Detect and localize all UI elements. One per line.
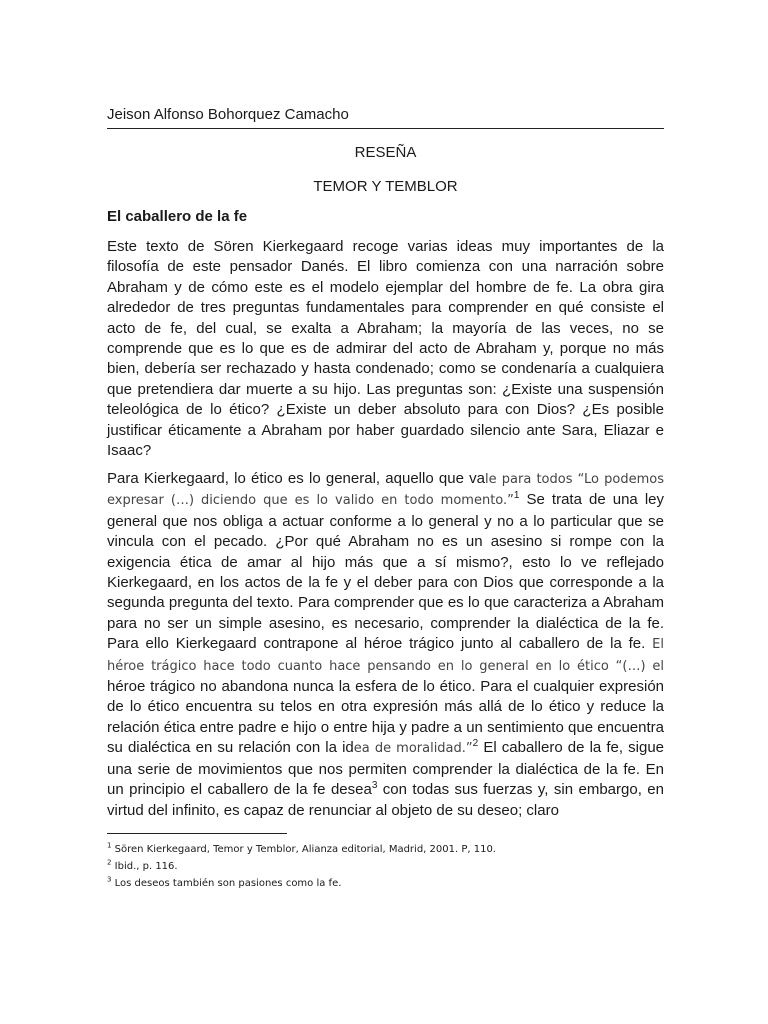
footnote-number: 2: [107, 858, 112, 867]
footnote-ref-1[interactable]: 1: [513, 490, 520, 502]
footnote-ref-2[interactable]: 2: [472, 738, 479, 750]
doc-subtitle: TEMOR Y TEMBLOR: [313, 178, 458, 195]
footnote-separator: [107, 833, 287, 834]
footnote-3: [107, 875, 664, 892]
p2-text-e: héroe trágico no abandona nunca la esfera de lo ético. Para el cualquier expresión de lo ético encuentra su telos en otra expresión más allá de lo ético y reduce la relación ética entre padre e hijo o entre hija y padre a un sentimiento que encuentra su dialéctica en su relación con la id: [107, 678, 664, 757]
p2-quote-1: le para todos “Lo podemos expresar (…) diciendo que es lo valido en todo momento.”: [107, 472, 664, 509]
paragraph-1: Este texto de Sören Kierkegaard recoge varias ideas muy importantes de la filosofía de este pensador Danés. El libro comienza con una narración sobre Abraham y de cómo este es el modelo ejemplar del hombre de fe. La obra gira alrededor de tres preguntas fundamentales para comprender en qué consiste el acto de fe, del cual, se exalta a Abraham; la mayoría de las veces, no se comprende que es lo que es de admirar del acto de Abraham y, porque no más bien, debería ser rechazado y hasta condenado; como se condenaría a cualquiera que pretendiera dar muerte a su hijo. Las preguntas son: ¿Existe una suspensión teleológica de lo ético? ¿Existe un deber absoluto para con Dios? ¿Es posible justificar éticamente a Abraham por haber guardado silencio ante Sara, Eliazar e Isaac?: [107, 238, 664, 460]
footnote-text: Los deseos también son pasiones como la fe.: [114, 878, 342, 889]
paragraph-2: [107, 469, 664, 821]
footnote-number: 3: [107, 875, 112, 884]
p2-quote-2: El héroe trágico hace todo cuanto hace pensando en lo general en lo ético “(…) el: [107, 637, 664, 674]
footnote-ref-3[interactable]: 3: [371, 780, 378, 792]
p2-text-a: Para Kierkegaard, lo ético es lo general, aquello que va: [107, 470, 485, 487]
p2-text-h: con todas sus fuerzas y, sin embargo, en virtud del infinito, es capaz de renunciar al objeto de su deseo; claro: [107, 781, 664, 819]
footnotes: [107, 841, 664, 892]
author-name: Jeison Alfonso Bohorquez Camacho: [107, 106, 349, 123]
header-rule: [107, 128, 664, 129]
footnote-2: [107, 858, 664, 875]
p2-text-g: El caballero de la fe, sigue una serie de movimientos que nos permiten comprender la dialéctica de la fe. En un principio el caballero de la fe desea: [107, 739, 665, 799]
doc-title: RESEÑA: [354, 144, 417, 161]
p2-text-c: Se trata de una ley general que nos obliga a actuar conforme a lo general y no a lo particular que se vincula con el pecado. ¿Por qué Abraham no es un asesino si rompe con la exigencia ética de amar al hijo más que a sí mismo?, esto lo ve reflejado Kierkegaard, en los actos de la fe y el deber para con Dios que corresponde a la segunda pregunta del texto. Para comprender que es lo que caracteriza a Abraham para no ser un simple asesino, es necesario, comprender la dialéctica de la fe. Para ello Kierkegaard contrapone al héroe trágico junto al caballero de la fe.: [107, 491, 664, 653]
footnote-number: 1: [107, 841, 112, 850]
footnote-text: Ibid., p. 116.: [114, 861, 178, 872]
footnote-1: [107, 841, 664, 858]
p2-quote-3: ea de moralidad.”: [353, 741, 473, 757]
section-heading: El caballero de la fe: [107, 208, 248, 225]
footnote-text: Sören Kierkegaard, Temor y Temblor, Alianza editorial, Madrid, 2001. P, 110.: [114, 844, 496, 855]
